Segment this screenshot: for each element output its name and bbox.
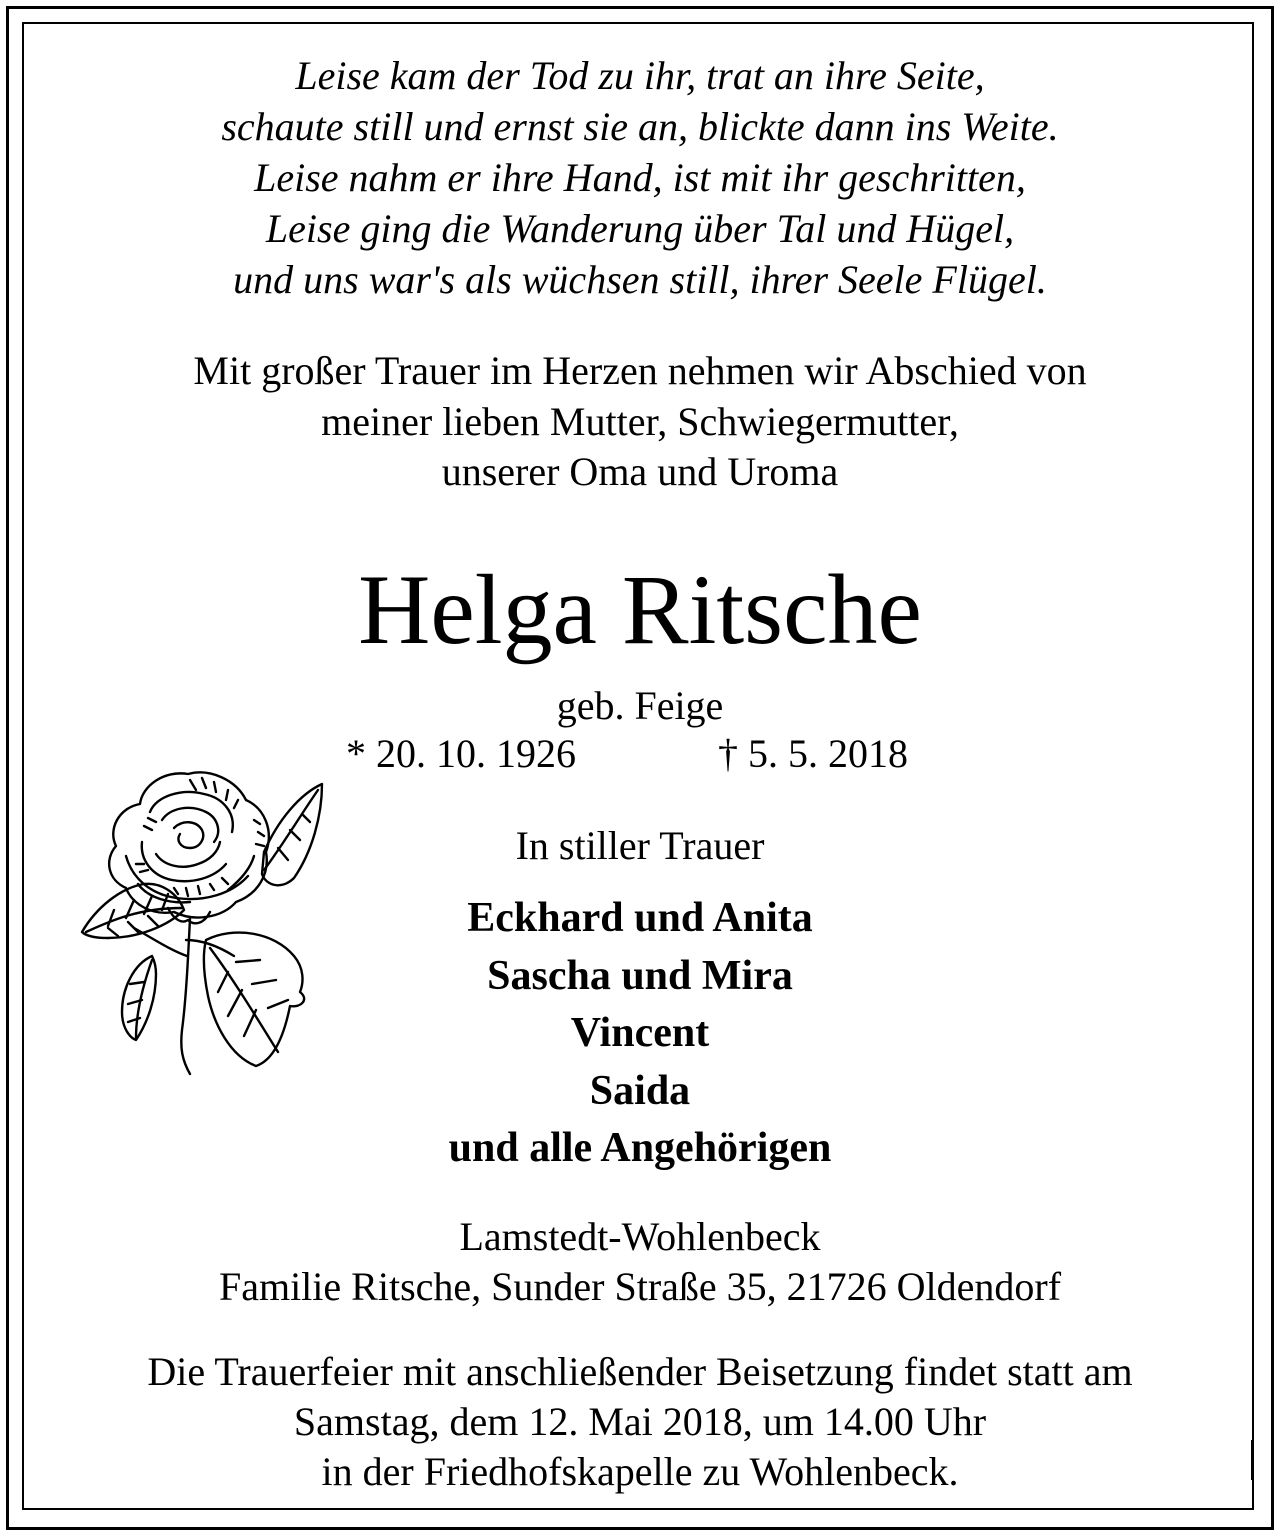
deceased-name: Helga Ritsche: [358, 554, 922, 665]
poem-line: Leise kam der Tod zu ihr, trat an ihre Seite,: [295, 53, 985, 98]
intro-line: meiner lieben Mutter, Schwiegermutter,: [321, 399, 959, 444]
poem-line: Leise ging die Wanderung über Tal und Hügel,: [265, 206, 1015, 251]
mourner-line: Saida: [589, 1068, 691, 1114]
death-date: † 5. 5. 2018: [718, 731, 908, 776]
service-line: Samstag, dem 12. Mai 2018, um 14.00 Uhr: [293, 1399, 987, 1444]
mourners-heading: In stiller Trauer: [515, 823, 765, 868]
intro-line: unserer Oma und Uroma: [441, 449, 839, 494]
service-line: Die Trauerfeier mit anschließender Beisetzung findet statt am: [147, 1349, 1133, 1394]
mourner-line: und alle Angehörigen: [448, 1125, 832, 1171]
intro-line: Mit großer Trauer im Herzen nehmen wir Abschied von: [193, 348, 1087, 393]
poem-line: Leise nahm er ihre Hand, ist mit ihr geschritten,: [254, 155, 1026, 200]
address-line: Lamstedt-Wohlenbeck: [459, 1214, 821, 1259]
maiden-name: geb. Feige: [556, 683, 724, 728]
mourner-line: Vincent: [570, 1010, 710, 1056]
poem-line: und uns war's als wüchsen still, ihrer Seele Flügel.: [233, 257, 1047, 302]
poem-line: schaute still und ernst sie an, blickte dann ins Weite.: [221, 104, 1059, 149]
address-line: Familie Ritsche, Sunder Straße 35, 21726 Oldendorf: [218, 1264, 1062, 1309]
scan-mark: [1251, 1440, 1254, 1480]
birth-date: * 20. 10. 1926: [346, 731, 576, 776]
service-line: in der Friedhofskapelle zu Wohlenbeck.: [321, 1449, 959, 1494]
mourner-line: Eckhard und Anita: [467, 895, 813, 941]
mourner-line: Sascha und Mira: [487, 953, 793, 999]
